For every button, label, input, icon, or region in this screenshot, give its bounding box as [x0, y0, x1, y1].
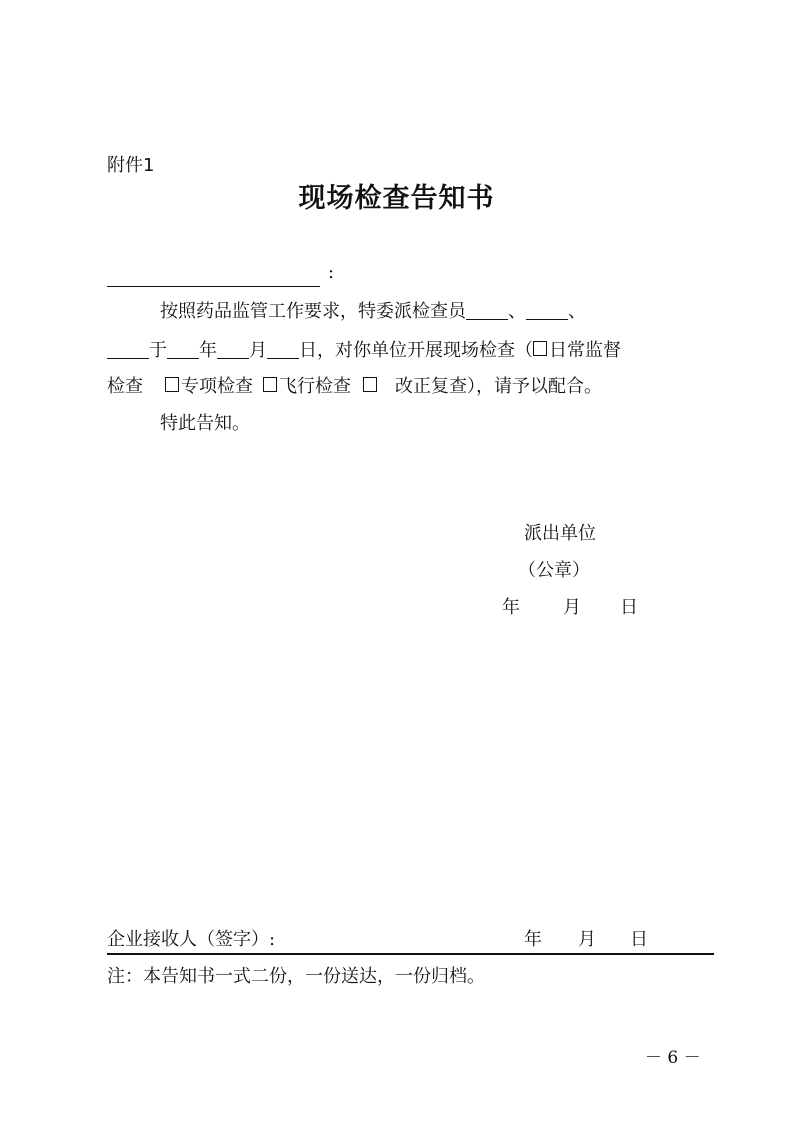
issue-date-year: 年	[502, 597, 520, 618]
special-inspection-label: 专项检查	[181, 376, 253, 397]
issue-date-day: 日	[620, 597, 638, 618]
issue-date-month: 月	[563, 597, 581, 618]
footnote: 注：本告知书一式二份，一份送达，一份归档。	[107, 966, 485, 987]
day-blank	[267, 340, 299, 359]
inspection-clause: 日，对你单位开展现场检查（	[299, 340, 533, 361]
flight-inspection-label: 飞行检查	[279, 376, 351, 397]
flight-inspection-checkbox[interactable]	[263, 377, 277, 392]
routine-inspection-label: 日常监督	[549, 340, 621, 361]
inspector-1-blank	[466, 301, 508, 320]
inspection-request-text: 按照药品监管工作要求，特委派检查员	[160, 301, 466, 322]
footer-divider	[107, 953, 714, 955]
special-inspection-checkbox[interactable]	[165, 377, 179, 392]
inspector-3-blank	[107, 340, 149, 359]
closing-clause: ），请予以配合。	[467, 376, 602, 397]
year-text: 年	[199, 340, 217, 361]
separator: 、	[568, 301, 586, 322]
attachment-label: 附件1	[107, 155, 155, 176]
closing-remark: 特此告知。	[160, 413, 250, 434]
notice-line-3	[107, 372, 602, 398]
addressee-colon: :	[328, 262, 335, 283]
official-seal-label: （公章）	[518, 560, 590, 581]
routine-inspection-checkbox[interactable]	[533, 341, 547, 356]
inspector-2-blank	[526, 301, 568, 320]
receipt-date-day: 日	[630, 929, 648, 950]
rectification-review-label: 改正复查	[395, 376, 467, 397]
addressee-blank	[107, 286, 320, 287]
issuing-unit: 派出单位	[524, 523, 596, 544]
notice-line-1	[160, 297, 586, 323]
receipt-date-year: 年	[524, 929, 542, 950]
routine-inspection-label-cont: 检查	[107, 376, 143, 397]
receiver-signature-label: 企业接收人（签字）:	[107, 929, 276, 950]
yu-text: 于	[149, 340, 167, 361]
receipt-date-month: 月	[578, 929, 596, 950]
year-blank	[167, 340, 199, 359]
month-blank	[217, 340, 249, 359]
month-text: 月	[249, 340, 267, 361]
document-title: 现场检查告知书	[298, 183, 495, 214]
page-number: － 6 －	[645, 1048, 701, 1068]
rectification-review-checkbox[interactable]	[363, 377, 377, 392]
notice-line-2	[107, 336, 621, 362]
separator: 、	[508, 301, 526, 322]
